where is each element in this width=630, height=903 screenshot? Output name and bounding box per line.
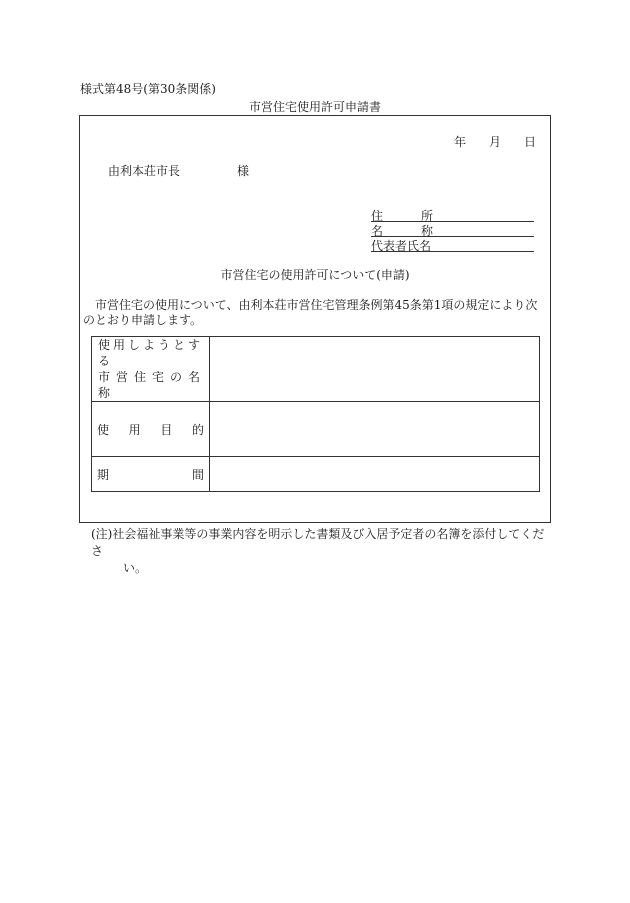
period-label: 期 間	[92, 457, 210, 492]
housing-name-label-line1: 使用しようとする	[98, 338, 204, 368]
housing-name-label-line2: 市営住宅の名称	[98, 370, 207, 400]
name-label-char-1: 名	[371, 224, 384, 238]
name-label-char-2: 称	[421, 224, 434, 238]
period-value[interactable]	[210, 457, 540, 492]
subject-line: 市営住宅の使用許可について(申請)	[220, 268, 410, 282]
address-label-char-1: 住	[371, 209, 384, 223]
body-text: 市営住宅の使用について、由利本荘市営住宅管理条例第45条第1項の規定により次のとおり申請します。	[83, 298, 538, 327]
honorific: 様	[237, 164, 250, 178]
purpose-label: 使 用 目 的	[92, 402, 210, 457]
footnote-line1: (注)社会福祉事業等の事業内容を明示した書類及び入居予定者の名簿を添付してくださ	[91, 527, 545, 558]
addressee: 由利本荘市長	[108, 164, 181, 178]
application-table	[91, 336, 540, 492]
document-title: 市営住宅使用許可申請書	[248, 100, 381, 114]
table-row	[92, 402, 540, 457]
table-row	[92, 457, 540, 492]
table-row	[92, 337, 540, 402]
date-year: 年	[454, 135, 467, 149]
representative-label: 代表者氏名	[371, 239, 432, 253]
housing-name-value[interactable]	[210, 337, 540, 402]
footnote-line2: い。	[123, 561, 148, 575]
address-field[interactable]	[371, 207, 534, 222]
name-field[interactable]	[371, 222, 534, 237]
date-month: 月	[489, 135, 502, 149]
housing-name-label	[92, 337, 210, 402]
purpose-value[interactable]	[210, 402, 540, 457]
footnote	[91, 526, 553, 577]
representative-field[interactable]	[371, 237, 534, 252]
address-label-char-2: 所	[421, 209, 434, 223]
date-day: 日	[524, 135, 537, 149]
form-number: 様式第48号(第30条関係)	[80, 82, 216, 96]
